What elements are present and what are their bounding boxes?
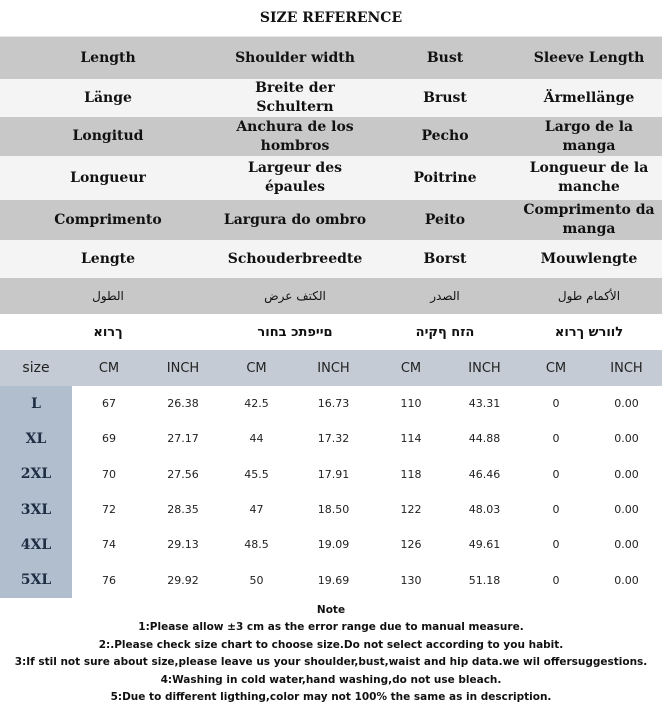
measurement-cell: 19.09 — [317, 538, 350, 552]
size-row — [0, 421, 662, 456]
translation-cell: Largura do ombro — [216, 200, 374, 240]
measurement-cell: 0 — [552, 503, 560, 517]
measurement-cell: 0 — [552, 432, 560, 446]
measurement-cell: 0.00 — [614, 538, 639, 552]
measurement-cell: 43.31 — [468, 397, 501, 411]
measurement-cell: 110 — [400, 397, 422, 411]
column-header: CM — [72, 350, 146, 386]
column-header: size — [0, 350, 72, 386]
measurement-cell: 126 — [400, 538, 422, 552]
size-label: XL — [0, 421, 72, 456]
translation-row — [0, 156, 662, 200]
translation-cell: Mouwlengte — [516, 240, 662, 278]
translation-cell: לוורש ךרוא — [516, 314, 662, 350]
measurement-cell: 44.88 — [468, 432, 501, 446]
measurement-cell: 0 — [552, 397, 560, 411]
measurement-cell: 47 — [249, 503, 264, 517]
measurement-cell: 28.35 — [167, 503, 199, 517]
measurement-cell: 18.50 — [317, 503, 350, 517]
note-line: 5:Due to different ligthing,color may not 100% the same as in description. — [110, 691, 552, 703]
measurement-cell: 48.5 — [244, 538, 269, 552]
note-line: 3:If stil not sure about size,please leave us your shoulder,bust,waist and hip data.we wil offersuggestions. — [14, 656, 648, 669]
translation-cell: Länge — [0, 79, 216, 117]
measurement-cell: 17.32 — [317, 432, 350, 446]
measurement-cell: 27.17 — [167, 432, 199, 446]
translation-cell: الصدر — [374, 278, 516, 314]
measurement-cell: 0 — [552, 467, 560, 481]
measurement-cell: 17.91 — [317, 467, 350, 481]
size-label: 4XL — [0, 527, 72, 562]
measurement-cell: 0.00 — [614, 432, 639, 446]
measurement-cell: 0.00 — [614, 397, 639, 411]
translation-row — [0, 314, 662, 350]
translation-cell: Comprimento — [0, 200, 216, 240]
measurement-cell: 51.18 — [468, 573, 501, 587]
notes-heading: Note — [316, 603, 346, 616]
translation-cell: Lengte — [0, 240, 216, 278]
size-row — [0, 386, 662, 421]
size-label: 5XL — [0, 562, 72, 597]
translation-cell: Largeur des épaules — [216, 156, 374, 200]
translation-table — [0, 37, 662, 350]
measurement-cell: 42.5 — [244, 397, 269, 411]
translation-cell: Peito — [374, 200, 516, 240]
measurement-cell: 76 — [102, 573, 116, 587]
measurement-cell: 29.92 — [167, 573, 199, 587]
translation-cell: Anchura de los hombros — [216, 117, 374, 156]
translation-cell: הזח ףקיה — [374, 314, 516, 350]
column-header: CM — [220, 350, 293, 386]
size-row — [0, 457, 662, 492]
measurement-cell: 72 — [102, 503, 116, 517]
translation-row — [0, 278, 662, 314]
column-header: INCH — [146, 350, 220, 386]
measurement-cell: 122 — [400, 503, 422, 517]
translation-cell: ךרוא — [0, 314, 216, 350]
translation-cell: Sleeve Length — [516, 37, 662, 79]
note-line: 4:Washing in cold water,hand washing,do not use bleach. — [160, 673, 502, 686]
page-title: SIZE REFERENCE — [0, 0, 662, 37]
translation-cell: Largo de la manga — [516, 117, 662, 156]
translation-cell: Longitud — [0, 117, 216, 156]
measurement-cell: 45.5 — [244, 467, 269, 481]
size-row — [0, 527, 662, 562]
measurement-cell: 118 — [400, 467, 422, 481]
measurement-cell: 74 — [102, 538, 116, 552]
column-header: INCH — [293, 350, 374, 386]
column-header: INCH — [448, 350, 521, 386]
size-table-header — [0, 350, 662, 386]
translation-cell: الكتف عرض — [216, 278, 374, 314]
translation-cell: الأكمام طول — [516, 278, 662, 314]
measurement-cell: 44 — [249, 432, 264, 446]
translation-row — [0, 200, 662, 240]
translation-cell: Longueur — [0, 156, 216, 200]
size-label: 2XL — [0, 457, 72, 492]
translation-cell: Bust — [374, 37, 516, 79]
translation-cell: Poitrine — [374, 156, 516, 200]
measurement-cell: 70 — [102, 467, 116, 481]
column-header: CM — [374, 350, 448, 386]
notes-section — [0, 598, 662, 703]
column-header: CM — [521, 350, 591, 386]
translation-cell: الطول — [0, 278, 216, 314]
measurement-cell: 114 — [400, 432, 422, 446]
translation-cell: םייפתכ בחור — [216, 314, 374, 350]
translation-cell: Ärmellänge — [516, 79, 662, 117]
measurement-cell: 0 — [552, 573, 560, 587]
translation-cell: Length — [0, 37, 216, 79]
measurement-cell: 26.38 — [167, 397, 199, 411]
translation-row — [0, 37, 662, 79]
translation-cell: Schouderbreedte — [216, 240, 374, 278]
translation-row — [0, 117, 662, 156]
measurement-cell: 29.13 — [167, 538, 199, 552]
translation-cell: Brust — [374, 79, 516, 117]
measurement-cell: 0.00 — [614, 573, 639, 587]
measurement-cell: 69 — [102, 432, 116, 446]
translation-cell: Pecho — [374, 117, 516, 156]
measurement-cell: 16.73 — [317, 397, 350, 411]
size-label: L — [0, 386, 72, 421]
size-row — [0, 562, 662, 597]
translation-cell: Comprimento da manga — [516, 200, 662, 240]
measurement-cell: 48.03 — [468, 503, 501, 517]
measurement-cell: 0 — [552, 538, 560, 552]
measurement-cell: 19.69 — [317, 573, 350, 587]
translation-cell: Breite der Schultern — [216, 79, 374, 117]
translation-row — [0, 79, 662, 117]
measurement-cell: 50 — [249, 573, 264, 587]
column-header: INCH — [591, 350, 662, 386]
measurement-cell: 0.00 — [614, 467, 639, 481]
translation-cell: Longueur de la manche — [516, 156, 662, 200]
note-line: 2:.Please check size chart to choose size.Do not select according to you habit. — [98, 638, 564, 651]
measurement-cell: 46.46 — [468, 467, 501, 481]
measurement-cell: 130 — [400, 573, 422, 587]
measurement-cell: 0.00 — [614, 503, 639, 517]
translation-cell: Shoulder width — [216, 37, 374, 79]
size-table — [0, 350, 662, 598]
size-label: 3XL — [0, 492, 72, 527]
note-line: 1:Please allow ±3 cm as the error range due to manual measure. — [138, 621, 524, 634]
translation-row — [0, 240, 662, 278]
measurement-cell: 67 — [102, 397, 116, 411]
measurement-cell: 27.56 — [167, 467, 199, 481]
measurement-cell: 49.61 — [468, 538, 501, 552]
size-row — [0, 492, 662, 527]
translation-cell: Borst — [374, 240, 516, 278]
